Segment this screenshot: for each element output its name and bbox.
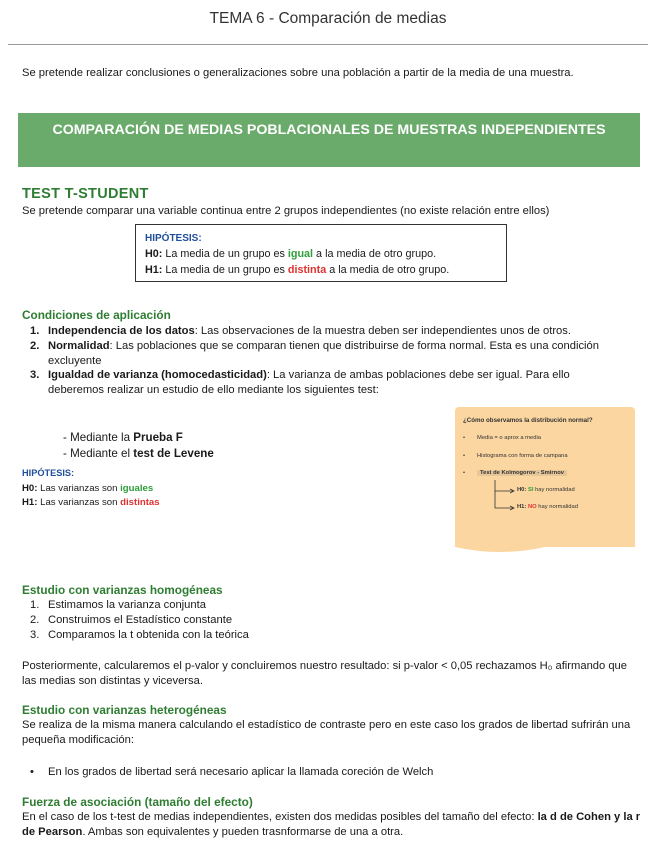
- ttest-subtitle: Se pretende comparar una variable continua entre 2 grupos independientes (no existe relación entre ellos): [22, 205, 550, 217]
- step-item: 2. Construimos el Estadístico constante: [30, 613, 233, 626]
- variance-hypothesis-h0: H0: Las varianzas son iguales: [22, 483, 154, 494]
- hypothesis-heading: HIPÓTESIS:: [145, 233, 202, 244]
- heterogeneous-text: Se realiza de la misma manera calculando el estadístico de contraste pero en este caso los grados de libertad sufrirán una pequeña modificación:: [22, 719, 631, 746]
- note-title: ¿Cómo observamos la distribución normal?: [463, 417, 593, 424]
- title-divider: [8, 44, 648, 45]
- variance-hypothesis-h1: H1: Las varianzas son distintas: [22, 497, 160, 508]
- note-h1: H1: NO hay normalidad: [517, 504, 578, 510]
- test-levene: - Mediante el test de Levene: [63, 447, 214, 460]
- variance-hypothesis-heading: HIPÓTESIS:: [22, 468, 75, 478]
- step-item: 3. Comparamos la t obtenida con la teórica: [30, 628, 249, 641]
- condition-item: 1. Independencia de los datos: Las observaciones de la muestra deben ser independientes unos de otros.: [30, 325, 571, 337]
- hypothesis-box: [135, 224, 507, 282]
- page-title: TEMA 6 - Comparación de medias: [209, 10, 447, 27]
- heterogeneous-title: Estudio con varianzas heterogéneas: [22, 703, 227, 717]
- ttest-title: TEST T-STUDENT: [22, 186, 149, 202]
- test-prueba-f: - Mediante la Prueba F: [63, 431, 183, 444]
- note-h0: H0: SI hay normalidad: [517, 487, 575, 493]
- effect-text: En el caso de los t-test de medias independientes, existen dos medidas posibles del tamaño del efecto: la d de Cohen y la r de Pearson. Ambas son equivalentes y pueden trasnformarse de una a otra.: [22, 811, 641, 838]
- condition-item: 3. Igualdad de varianza (homocedasticidad): La varianza de ambas poblaciones debe ser igual. Para ello deberemos realizar un estudio de ello mediante los siguientes test:: [30, 369, 570, 397]
- normality-note: [455, 407, 635, 547]
- section-banner: COMPARACIÓN DE MEDIAS POBLACIONALES DE MUESTRAS INDEPENDIENTES: [18, 113, 640, 167]
- hypothesis-h1: H1: La media de un grupo es distinta a la media de otro grupo.: [145, 264, 450, 277]
- condition-item: 2. Normalidad: Las poblaciones que se comparan tienen que distribuirse de forma normal. Esta es una condición excluyente: [30, 339, 599, 367]
- welch-bullet: • En los grados de libertad será necesario aplicar la llamada coreción de Welch: [30, 766, 434, 778]
- note-item: • Media = o aprox a media: [463, 435, 541, 441]
- note-item: • Test de Kolmogorov - Smirnov: [463, 470, 567, 478]
- hypothesis-h0: H0: La media de un grupo es igual a la media de otro grupo.: [145, 248, 437, 261]
- homogeneous-title: Estudio con varianzas homogéneas: [22, 583, 223, 597]
- conditions-list: [30, 324, 620, 398]
- note-item: • Histograma con forma de campana: [463, 453, 568, 459]
- conditions-title: Condiciones de aplicación: [22, 308, 171, 322]
- homogeneous-conclusion: Posteriormente, calcularemos el p-valor y concluiremos nuestro resultado: si p-valor < 0,05 rechazamos H₀ afirmando que las medias son distintas y viceversa.: [22, 660, 628, 687]
- homogeneous-steps: [30, 598, 620, 642]
- intro-paragraph: Se pretende realizar conclusiones o generalizaciones sobre una población a partir de la media de una muestra.: [22, 67, 574, 79]
- effect-title: Fuerza de asociación (tamaño del efecto): [22, 795, 253, 809]
- step-item: 1. Estimamos la varianza conjunta: [30, 599, 206, 611]
